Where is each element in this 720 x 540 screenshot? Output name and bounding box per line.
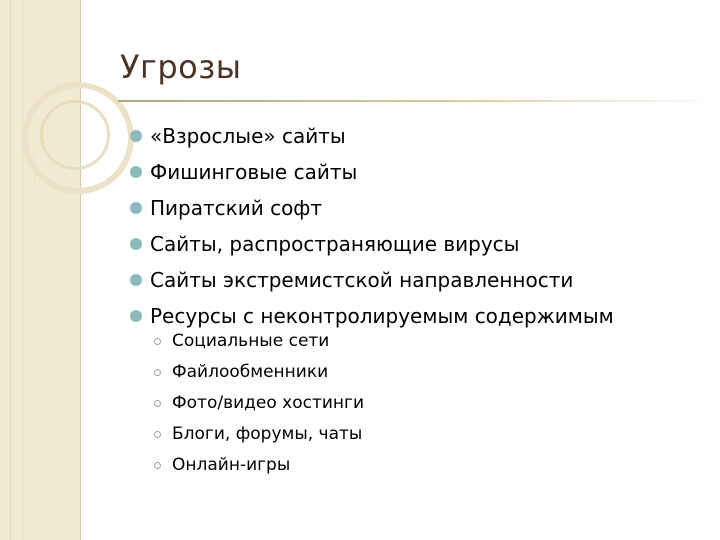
bullet-text: Сайты, распространяющие вирусы	[150, 232, 520, 256]
bullet-dot-icon	[130, 310, 142, 322]
slide-title: Угрозы	[120, 48, 242, 86]
bullet-text: «Взрослые» сайты	[150, 124, 346, 148]
bullet-dot-icon	[130, 130, 142, 142]
bullet-dot-icon	[130, 274, 142, 286]
sub-bullet-ring-icon	[154, 369, 161, 376]
bullet-text: Фишинговые сайты	[150, 160, 358, 184]
sub-bullet-text: Социальные сети	[172, 331, 330, 351]
bullet-text: Сайты экстремистской направленности	[150, 268, 574, 292]
decorative-side-band	[0, 0, 81, 540]
bullet-dot-icon	[130, 238, 142, 250]
bullet-dot-icon	[130, 202, 142, 214]
bullet-text: Ресурсы с неконтролируемым содержимым	[150, 304, 614, 328]
sub-bullet-ring-icon	[154, 462, 161, 469]
band-stripe	[22, 0, 23, 540]
bullet-dot-icon	[130, 166, 142, 178]
sub-bullet-text: Блоги, форумы, чаты	[172, 424, 363, 444]
band-stripe	[10, 0, 11, 540]
sub-bullet-ring-icon	[154, 431, 161, 438]
sub-bullet-text: Фото/видео хостинги	[172, 393, 365, 413]
title-divider	[118, 100, 720, 102]
sub-bullet-text: Файлообменники	[172, 362, 329, 382]
band-stripe	[34, 0, 35, 540]
sub-bullet-ring-icon	[154, 338, 161, 345]
sub-bullet-text: Онлайн-игры	[172, 455, 291, 475]
decorative-ring-inner	[40, 100, 110, 170]
sub-bullet-ring-icon	[154, 400, 161, 407]
bullet-text: Пиратский софт	[150, 196, 323, 220]
